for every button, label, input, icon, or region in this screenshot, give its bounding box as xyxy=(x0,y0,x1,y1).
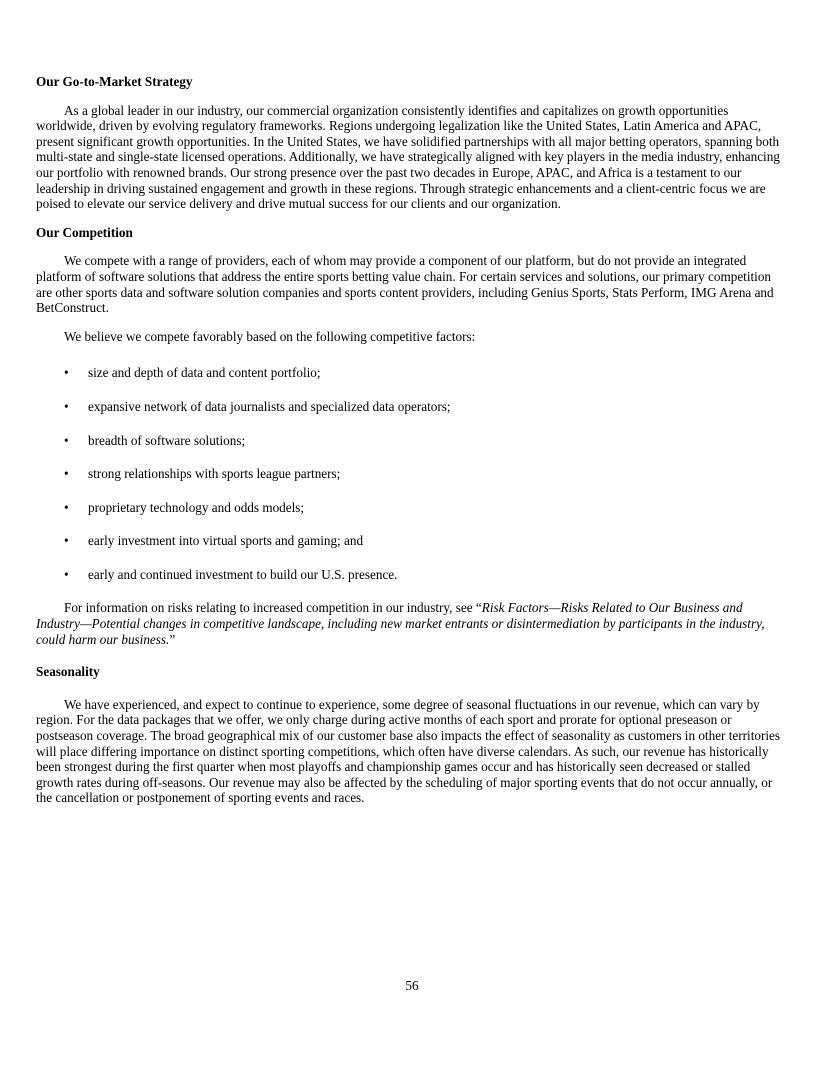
competitive-factors-intro: We believe we compete favorably based on the following competitive factors: xyxy=(64,328,476,344)
list-item-text: early and continued investment to build our U.S. presence. xyxy=(88,566,398,582)
list-item xyxy=(64,365,788,381)
list-item xyxy=(64,398,788,415)
list-item-text: size and depth of data and content portfolio; xyxy=(88,365,321,381)
risk-note-suffix: ” xyxy=(169,631,176,647)
list-item-text: early investment into virtual sports and gaming; and xyxy=(88,533,364,549)
risk-note-prefix: For information on risks relating to increased competition in our industry, see “ xyxy=(64,600,482,616)
seasonality-paragraph: We have experienced, and expect to continue to experience, some degree of seasonal fluctuations in our revenue, which can vary by region. For the data packages that we offer, we only charge during active months of each sport and prorate for optional preseason or postseason coverage. The broad geographical mix of our customer base also impacts the effect of seasonality as customers in other territories will place differing importance on distinct sporting competitions, which often have diverse calendars. As such, our revenue has historically been strongest during the first quarter when most playoffs and championship games occur and has historically seen decreased or stalled growth rates during off-seasons. Our revenue may also be affected by the scheduling of major sporting events that do not occur annually, or the cancellation or postponement of sporting events and races. xyxy=(36,696,780,806)
go-to-market-paragraph: As a global leader in our industry, our commercial organization consistently identifies and capitalizes on growth opportunities worldwide, driven by evolving regulatory frameworks. Regions undergoing legalization like the United States, Latin America and APAC, present significant growth opportunities. In the United States, we have solidified partnerships with all major betting operators, spanning both multi-state and single-state licensed operations. Additionally, we have strategically aligned with key players in the media industry, enhancing our portfolio with renowned brands. Our strong presence over the past two decades in Europe, APAC, and Africa is a testament to our leadership in driving sustained engagement and growth in these regions. Through strategic enhancements and a client-centric focus we are poised to elevate our service delivery and drive mutual success for our clients and our organization. xyxy=(36,102,780,212)
bullet-icon: • xyxy=(64,466,69,482)
list-item-text: expansive network of data journalists and specialized data operators; xyxy=(88,398,451,414)
section-heading-seasonality: Seasonality xyxy=(36,664,100,680)
list-item-text: strong relationships with sports league partners; xyxy=(88,466,341,482)
page-number: 56 xyxy=(405,978,419,993)
list-item-text: breadth of software solutions; xyxy=(88,432,246,448)
bullet-icon: • xyxy=(64,533,69,549)
bullet-icon: • xyxy=(64,398,69,414)
list-item xyxy=(64,466,788,482)
section-heading-go-to-market-strategy: Our Go-to-Market Strategy xyxy=(36,74,193,89)
competition-paragraph: We compete with a range of providers, each of whom may provide a component of our platform, but do not provide an integrated platform of software solutions that address the entire sports betting value chain. For certain services and solutions, our primary competition are other sports data and software solution companies and sports content providers, including Genius Sports, Stats Perform, IMG Arena and BetConstruct. xyxy=(36,253,774,316)
list-item xyxy=(64,566,788,583)
competitive-factors-list xyxy=(36,365,788,582)
list-item xyxy=(64,533,788,549)
bullet-icon: • xyxy=(64,566,69,582)
risk-note-italic-citation: Risk Factors—Risks Related to Our Business and Industry—Potential changes in competitive landscape, including new market entrants or disintermediation by participants in the industry, could harm our business. xyxy=(36,600,765,647)
list-item xyxy=(64,499,788,516)
section-heading-our-competition: Our Competition xyxy=(36,224,133,240)
bullet-icon: • xyxy=(64,499,69,515)
bullet-icon: • xyxy=(64,365,69,381)
list-item xyxy=(64,432,788,449)
risk-factors-cross-reference xyxy=(36,600,788,647)
bullet-icon: • xyxy=(64,432,69,448)
list-item-text: proprietary technology and odds models; xyxy=(88,499,305,515)
